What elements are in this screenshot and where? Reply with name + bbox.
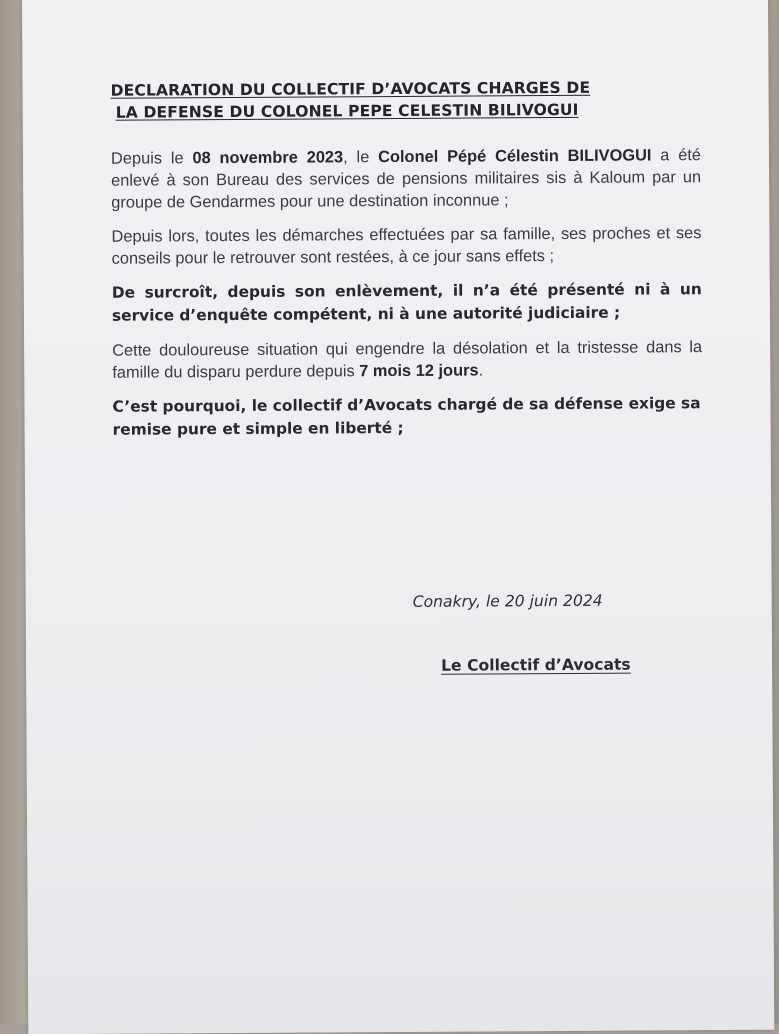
p4-text-1: Cette douloureuse situation qui engendre la désolation et la tristesse dans la famille du disparu perdure depuis xyxy=(112,338,703,382)
p1-name: Colonel Pépé Célestin BILIVOGUI xyxy=(378,146,652,167)
paragraph-abduction xyxy=(111,144,701,214)
paper-sheet xyxy=(22,0,774,1034)
title-line-2: LA DEFENSE DU COLONEL PEPE CELESTIN BILIVOGUI xyxy=(115,100,579,122)
place-date: Conakry, le 20 juin 2024 xyxy=(412,591,603,611)
signature-line: Le Collectif d’Avocats xyxy=(441,655,631,675)
p4-duration: 7 mois 12 jours xyxy=(359,361,479,381)
paragraph-demand: C’est pourquoi, le collectif d’Avocats chargé de sa défense exige sa remise pure et simple en liberté ; xyxy=(112,394,701,439)
title-line-1: DECLARATION DU COLLECTIF D’AVOCATS CHARGES DE xyxy=(110,78,591,100)
p1-text-3: a été enlevé à son Bureau des services de pensions militaires sis à Kaloum par un groupe de Gendarmes pour une destination inconnue ; xyxy=(111,146,702,212)
paragraph-search-efforts: Depuis lors, toutes les démarches effectuées par sa famille, ses proches et ses conseils pour le retrouver sont restées, à ce jour sans effets ; xyxy=(111,224,702,268)
document-body xyxy=(111,76,703,454)
paragraph-duration xyxy=(112,336,702,384)
paragraph-no-presentation: De surcroît, depuis son enlèvement, il n’a été présenté ni à un service d’enquête compétent, ni à une autorité judiciaire ; xyxy=(111,280,702,325)
p1-text-1: Depuis le xyxy=(110,149,193,168)
p4-text-2: . xyxy=(478,361,484,380)
p1-date: 08 novembre 2023 xyxy=(192,148,344,168)
p1-text-2: , le xyxy=(343,148,379,167)
document-title xyxy=(111,76,701,124)
